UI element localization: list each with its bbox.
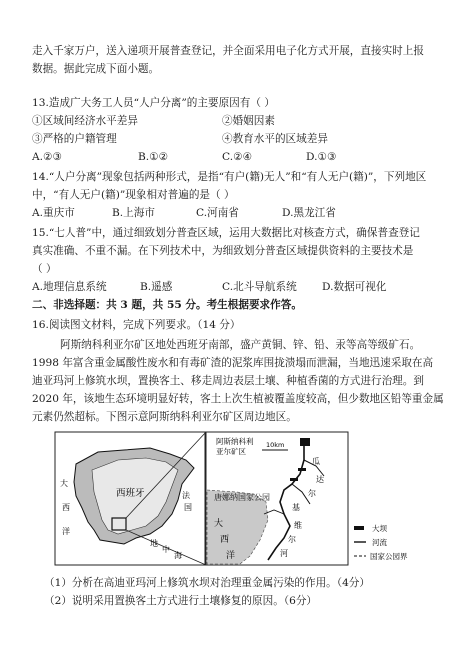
legend-park-label: 国家公园界 <box>370 552 408 561</box>
q13-choice-a: A.②③ <box>32 151 63 163</box>
detail-atlantic-3: 洋 <box>226 551 236 561</box>
detail-atlantic-2: 西 <box>220 535 230 545</box>
q15-stem-1: 15.“七人普”中，通过细致划分普查区域，运用大数据比对核查方式，确保普查登记 <box>32 227 420 239</box>
q16-para-1: 阿斯纳科利亚尔矿区地处西班牙南部，盛产黄铜、锌、铅、汞等高等级矿石。 <box>60 339 421 351</box>
inset-label-france-2: 国 <box>184 503 192 512</box>
inset-label-med-1: 地 <box>150 539 158 548</box>
inset-label-atlantic-3: 洋 <box>62 527 70 536</box>
q15-stem-2: 真实准确、不重不漏。在下列技术中，为细致划分普查区域提供资料的主要技术是 <box>32 245 414 257</box>
q14-choice-c: C.河南省 <box>196 207 239 219</box>
q13-option-4: ④教育水平的区域差异 <box>222 133 328 145</box>
inset-label-med-3: 海 <box>174 551 182 560</box>
q15-choice-b: B.遥感 <box>140 281 173 293</box>
dam-2 <box>290 478 298 481</box>
dam-1 <box>298 468 306 471</box>
q16-para-2: 1998 年富含重金属酸性废水和有毒矿渣的泥浆库围拢溃塌而泄漏，当地迅速采取在高 <box>32 357 434 369</box>
q15-choice-a: A.地理信息系统 <box>32 281 107 293</box>
detail-atlantic-1: 大 <box>214 519 224 529</box>
river-label-5: 维 <box>294 521 302 530</box>
q16-para-3: 迪亚玛河上修筑水坝，置换客土、移走周边表层土壤、种植香菌的方式进行治理。到 <box>32 375 424 387</box>
park-label: 唐娜纳国家公园 <box>214 493 270 502</box>
q14-choice-d: D.黑龙江省 <box>282 207 336 219</box>
q13-choice-c: C.②④ <box>222 151 253 163</box>
q14-choice-a: A.重庆市 <box>32 207 75 219</box>
scale-label: 10km <box>266 441 285 449</box>
q13-option-1: ①区域间经济水平差异 <box>32 115 138 127</box>
q16-sub-1: （1）分析在高迪亚玛河上修筑水坝对治理重金属污染的作用。（4分） <box>44 577 370 589</box>
q16-stem: 16.阅读图文材料，完成下列要求。（14 分） <box>32 319 241 331</box>
intro-line-2: 数据。据此完成下面小题。 <box>32 63 160 75</box>
river-label-4: 基 <box>292 503 300 512</box>
river-label-6: 尔 <box>288 535 296 544</box>
region-map <box>54 430 426 568</box>
region-map-figure <box>54 430 426 568</box>
river-label-3: 尔 <box>308 489 316 498</box>
q14-stem-2: 中，“有人无户(籍)”现象相对普遍的是（ ） <box>32 189 235 201</box>
q15-choice-c: C.北斗导航系统 <box>222 281 297 293</box>
inset-label-med-2: 中 <box>162 545 170 554</box>
legend-dam-label: 大坝 <box>372 524 387 533</box>
q13-choice-d: D.①③ <box>306 151 337 163</box>
inset-label-atlantic-2: 西 <box>62 503 70 512</box>
q13-option-2: ②婚姻因素 <box>222 115 275 127</box>
river-label-2: 达 <box>316 475 324 484</box>
section-2-heading: 二、非选择题：共 3 题，共 55 分。考生根据要求作答。 <box>32 299 302 311</box>
river-label-7: 河 <box>280 549 288 558</box>
q16-sub-2: （2）说明采用置换客土方式进行土壤修复的原因。（6分） <box>44 595 318 607</box>
inset-label-france: 法 <box>182 491 190 500</box>
q14-stem-1: 14.“人户分离”现象包括两种形式，是指“有户(籍)无人”和“有人无户(籍)”，下列地区 <box>32 171 427 183</box>
inset-label-spain: 西班牙 <box>116 488 145 499</box>
intro-line-1: 走入千家万户，送入递项开展普查登记，并全面采用电子化方式开展，直接实时上报 <box>32 45 424 57</box>
river-label-1: 瓜 <box>312 457 320 466</box>
legend-river-label: 河流 <box>372 538 387 547</box>
detail-title-1: 阿斯纳科利 <box>216 437 254 446</box>
legend-dam-symbol <box>354 526 364 530</box>
q13-stem: 13.造成广大务工人员“人户分离”的主要原因有（ ） <box>32 97 275 109</box>
q15-choice-d: D.数据可视化 <box>322 281 387 293</box>
q16-para-4: 2020 年，该地生态环境明显好转，客土上次生植被覆盖度较高，但少数地区铅等重金属 <box>32 393 444 405</box>
q14-choice-b: B.上海市 <box>112 207 155 219</box>
detail-title-2: 亚尔矿区 <box>216 447 246 456</box>
q13-choice-b: B.①② <box>138 151 169 163</box>
q15-stem-3: （ ） <box>32 263 57 275</box>
mine-area-marker <box>300 438 310 446</box>
q16-para-5: 元素仍然超标。下图示意阿斯纳科利亚尔矿区周边地区。 <box>32 411 297 423</box>
q13-option-3: ③严格的户籍管理 <box>32 133 117 145</box>
inset-label-atlantic-1: 大 <box>60 479 68 488</box>
